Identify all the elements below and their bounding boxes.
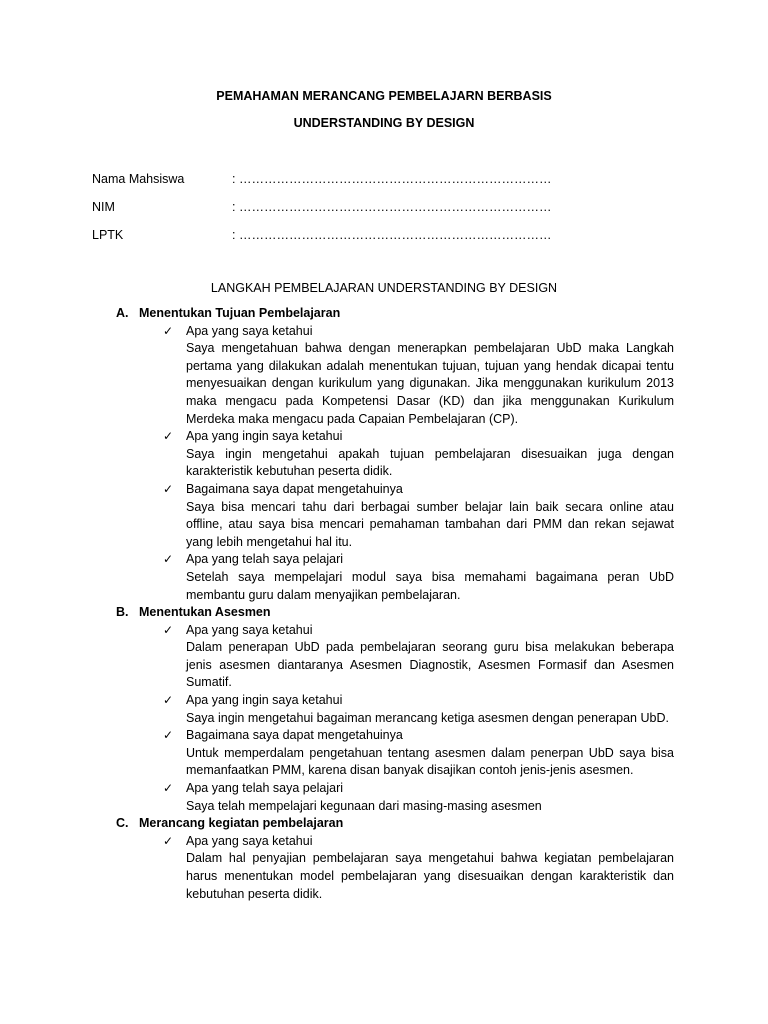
item-question-text: Apa yang saya ketahui — [186, 323, 313, 338]
list-item — [0, 833, 768, 903]
item-question-text: Apa yang saya ketahui — [186, 622, 313, 637]
item-answer: Saya mengetahuan bahwa dengan menerapkan pembelajaran UbD maka Langkah pertama yang dilakukan adalah menentukan tujuan, tujuan yang hendak dicapai tentu menyesuaikan dengan kurikulum yang digunakan. Jika menggunakan kurikulum 2013 maka mengacu pada Kompetensi Dasar (KD) dan jika menggunakan Kurikulum Merdeka maka mengacu pada Capaian Pembelajaran (CP). — [186, 341, 674, 426]
list-item — [0, 323, 768, 429]
section-letter: A. — [116, 306, 129, 320]
item-question — [0, 481, 768, 499]
check-icon: ✓ — [163, 429, 174, 444]
item-question-text: Apa yang saya ketahui — [186, 833, 313, 848]
item-question — [0, 323, 768, 341]
section-heading-text: Merancang kegiatan pembelajaran — [139, 816, 344, 831]
item-question-text: Apa yang telah saya pelajari — [186, 781, 344, 796]
section-1 — [0, 604, 768, 815]
check-icon: ✓ — [163, 693, 174, 708]
section-heading — [0, 604, 768, 622]
section-0 — [0, 305, 768, 604]
section-heading-text: Menentukan Asesmen — [139, 605, 271, 620]
list-item — [0, 727, 768, 780]
section-letter: C. — [116, 816, 129, 831]
check-icon: ✓ — [163, 622, 174, 637]
list-item — [0, 622, 768, 692]
section-letter: B. — [116, 605, 129, 620]
item-question-text: Apa yang ingin saya ketahui — [186, 693, 343, 708]
item-question-text: Bagaimana saya dapat mengetahuinya — [186, 481, 403, 496]
item-question-text: Apa yang telah saya pelajari — [186, 552, 344, 567]
section-heading — [0, 815, 768, 833]
item-question — [0, 551, 768, 569]
item-question-text: Apa yang ingin saya ketahui — [186, 429, 343, 444]
item-question — [0, 833, 768, 851]
section-heading — [0, 305, 768, 323]
item-question — [0, 428, 768, 446]
item-question — [0, 780, 768, 798]
field-value: : ………………………………………………………………… — [232, 228, 552, 242]
item-answer: Setelah saya mempelajari modul saya bisa memahami bagaimana peran UbD membantu guru dalam menyajikan pembelajaran. — [186, 569, 674, 602]
field-value: : ………………………………………………………………… — [232, 200, 552, 214]
item-question-text: Bagaimana saya dapat mengetahuinya — [186, 728, 403, 743]
list-item — [0, 551, 768, 604]
item-answer: Saya ingin mengetahui apakah tujuan pembelajaran disesuaikan juga dengan karakteristik kebutuhan peserta didik. — [186, 446, 674, 479]
section-2 — [0, 815, 768, 903]
item-question — [0, 622, 768, 640]
list-item — [0, 481, 768, 551]
field-label: Nama Mahsiswa — [92, 172, 185, 186]
list-item — [0, 428, 768, 481]
check-icon: ✓ — [163, 781, 174, 796]
check-icon: ✓ — [163, 728, 174, 743]
check-icon: ✓ — [163, 552, 174, 567]
item-answer: Dalam penerapan UbD pada pembelajaran seorang guru bisa melakukan beberapa jenis asesmen diantaranya Asesmen Diagnostik, Asesmen Formasif dan Asesmen Sumatif. — [186, 640, 674, 690]
item-answer: Dalam hal penyajian pembelajaran saya mengetahui bahwa kegiatan pembelajaran harus menentukan model pembelajaran yang disesuaikan dengan karakteristik dan kebutuhan peserta didik. — [186, 851, 674, 901]
field-value: : ………………………………………………………………… — [232, 172, 552, 186]
section-heading-text: Menentukan Tujuan Pembelajaran — [139, 306, 341, 320]
doc-title-line1: PEMAHAMAN MERANCANG PEMBELAJARN BERBASIS — [216, 89, 552, 103]
item-answer: Untuk memperdalam pengetahuan tentang asesmen dalam penerpan UbD saya bisa memanfaatkan PMM, karena disan banyak disajikan contoh jenis-jenis asesmen. — [186, 745, 674, 778]
item-question — [0, 727, 768, 745]
field-label: NIM — [92, 200, 115, 214]
item-answer: Saya bisa mencari tahu dari berbagai sumber belajar lain baik secara online atau offline, atau saya bisa mencari pemahaman tambahan dari PMM dan rekan sejawat yang lebih mengetahui hal itu. — [186, 499, 674, 549]
field-label: LPTK — [92, 228, 124, 242]
item-question — [0, 692, 768, 710]
section-subtitle: LANGKAH PEMBELAJARAN UNDERSTANDING BY DESIGN — [210, 281, 558, 295]
item-answer: Saya ingin mengetahui bagaiman merancang ketiga asesmen dengan penerapan UbD. — [186, 710, 669, 725]
item-answer: Saya telah mempelajari kegunaan dari masing-masing asesmen — [186, 798, 542, 813]
list-item — [0, 692, 768, 727]
doc-title-line2: UNDERSTANDING BY DESIGN — [293, 116, 475, 130]
check-icon: ✓ — [163, 481, 174, 496]
list-item — [0, 780, 768, 815]
check-icon: ✓ — [163, 323, 174, 338]
steps-list — [0, 305, 768, 903]
check-icon: ✓ — [163, 833, 174, 848]
